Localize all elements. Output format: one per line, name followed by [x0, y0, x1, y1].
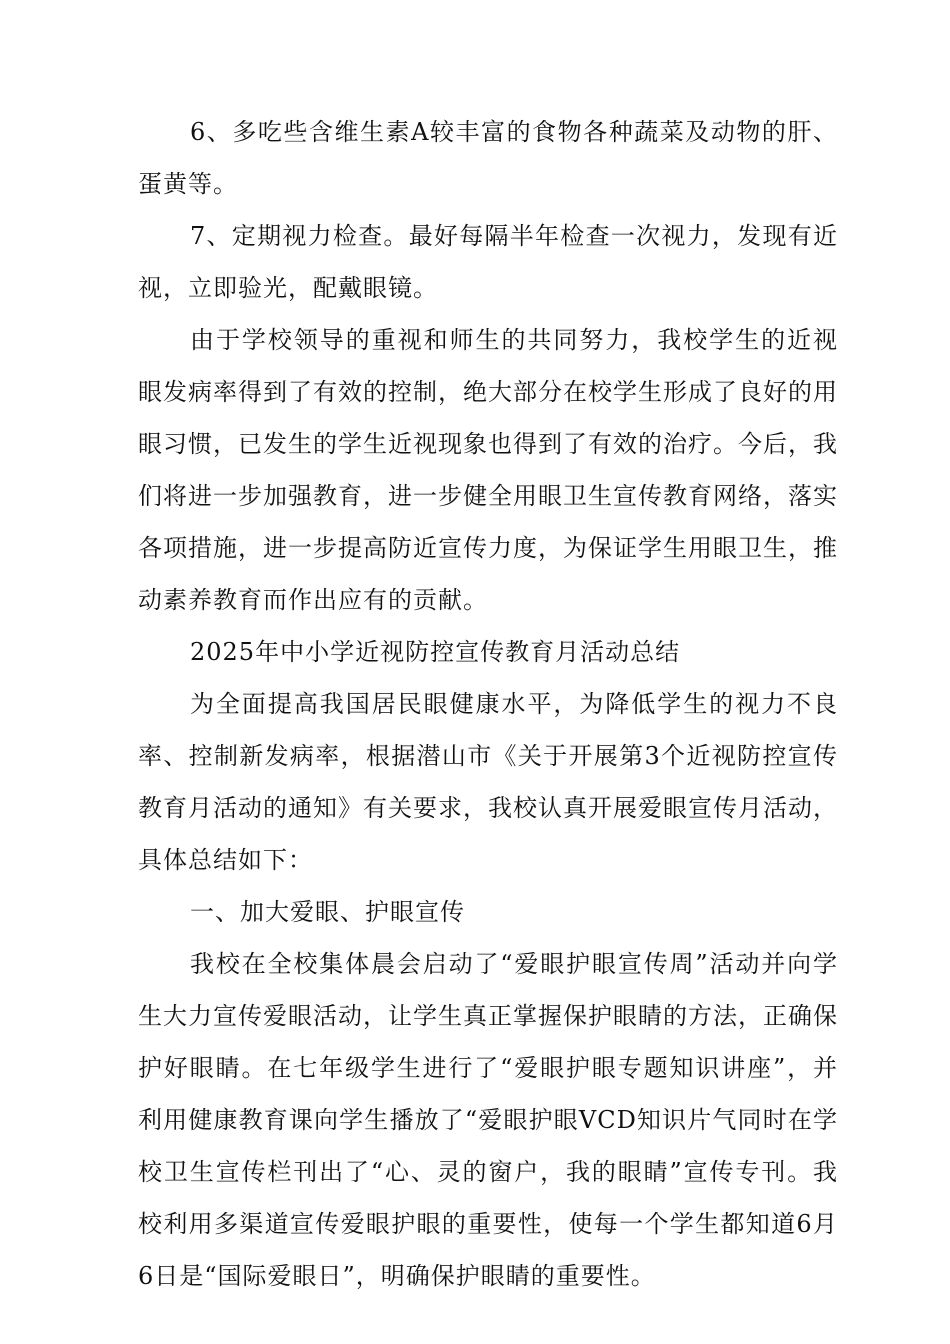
paragraph-item-6: 6、多吃些含维生素A较丰富的食物各种蔬菜及动物的肝、蛋黄等。 [138, 118, 838, 198]
section-heading-1: 一、加大爱眼、护眼宣传 [190, 898, 465, 926]
paragraph-intro: 为全面提高我国居民眼健康水平，为降低学生的视力不良率、控制新发病率，根据潜山市《关于开展第3个近视防控宣传教育月活动的通知》有关要求，我校认真开展爱眼宣传月活动，具体总结如下： [138, 690, 838, 874]
section-title: 2025年中小学近视防控宣传教育月活动总结 [190, 638, 681, 666]
paragraph-conclusion: 由于学校领导的重视和师生的共同努力，我校学生的近视眼发病率得到了有效的控制，绝大部分在校学生形成了良好的用眼习惯，已发生的学生近视现象也得到了有效的治疗。今后，我们将进一步加强教育，进一步健全用眼卫生宣传教育网络，落实各项措施，进一步提高防近宣传力度，为保证学生用眼卫生，推动素养教育而作出应有的贡献。 [138, 326, 838, 614]
paragraph-publicity: 我校在全校集体晨会启动了“爱眼护眼宣传周”活动并向学生大力宣传爱眼活动，让学生真正掌握保护眼睛的方法，正确保护好眼睛。在七年级学生进行了“爱眼护眼专题知识讲座”，并利用健康教育课向学生播放了“爱眼护眼VCD知识片气同时在学校卫生宣传栏刊出了“心、灵的窗户，我的眼睛”宣传专刊。我校利用多渠道宣传爱眼护眼的重要性，使每一个学生都知道6月6日是“国际爱眼日”，明确保护眼睛的重要性。 [138, 950, 838, 1290]
paragraph-item-7: 7、定期视力检查。最好每隔半年检查一次视力，发现有近视，立即验光，配戴眼镜。 [138, 222, 838, 302]
